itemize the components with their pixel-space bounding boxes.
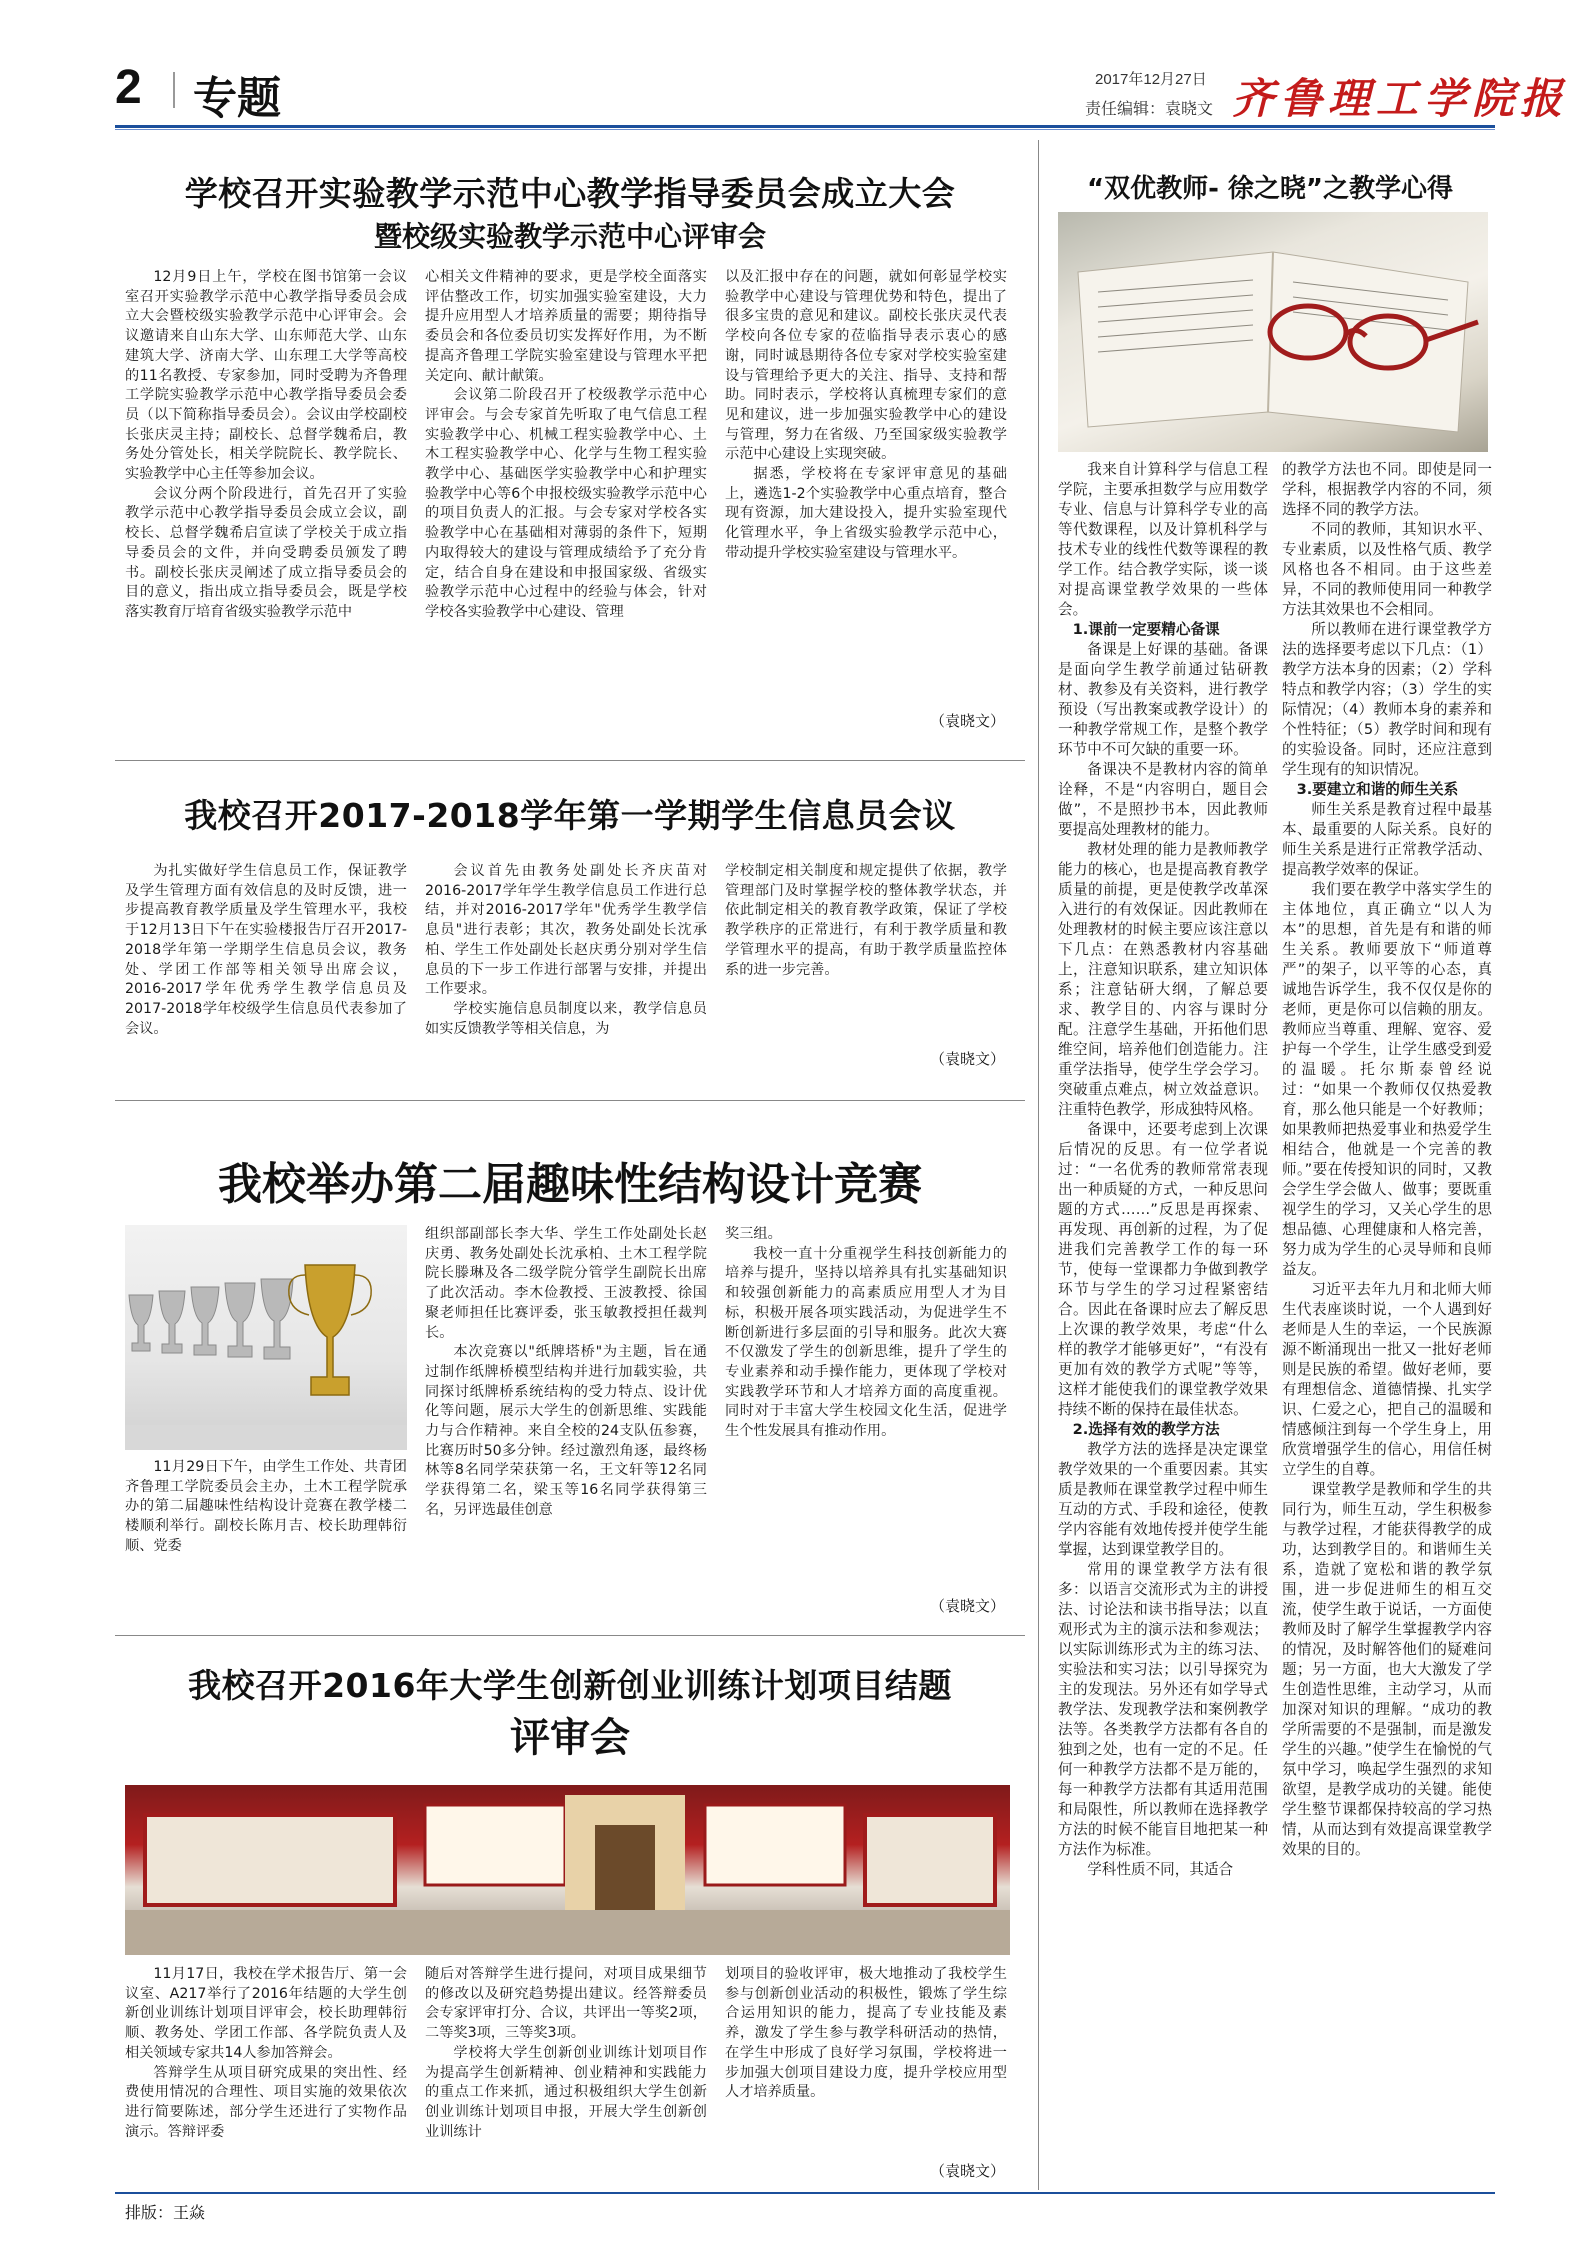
article4-column-3 [725,1965,1007,2145]
paragraph: 所以教师在进行课堂教学方法的选择要考虑以下几点：（1）教学方法本身的因素；（2）学科特点和教学内容；（3）学生的实际情况；（4）教师本身的素养和个性特征；（5）教学时间和现有的实验设备。同时，还应注意到学生现有的知识情况。 [1282,621,1492,778]
paragraph: 学科性质不同，其适合 [1087,1861,1234,1878]
article4-title-line2: 评审会 [510,1715,630,1761]
article3-author: （袁晓文） [929,1597,1005,1615]
responsible-editor: 责任编辑：袁晓文 [1085,99,1214,118]
column-divider [1038,140,1039,2190]
masthead-divider [173,72,175,108]
subheading-teacher-student: 3.要建立和谐的师生关系 [1296,781,1459,798]
article3-column-1 [125,1458,407,1618]
article2-author: （袁晓文） [929,1050,1005,1068]
header-rule-thin [115,129,1495,130]
sidebar-column-2 [1282,460,1492,2190]
article1-column-3 [725,268,1007,688]
sidebar-column-1 [1058,460,1268,2190]
article2-title: 我校召开2017-2018学年第一学期学生信息员会议 [184,796,956,835]
issue-date: 2017年12月27日 [1095,71,1207,88]
paragraph: 备课决不是教材内容的简单诠释，不是“内容明白，题目会做”，不是照抄书本，因此教师要提高处理教材的能力。 [1058,761,1268,838]
paragraph: 奖三组。 [725,1226,782,1242]
footer-rule [115,2192,1495,2194]
paragraph: 课堂教学是教师和学生的共同行为，师生互动，学生积极参与教学过程，才能获得教学的成功，达到教学目的。和谐师生关系，造就了宽松和谐的教学氛围，进一步促进师生的相互交流，使学生敢于说话，一方面使教师及时了解学生掌握教学内容的情况，及时解答他们的疑难问题；另一方面，也大大激发了学生创造性思维，主动学习，从而加深对知识的理解。“成功的教学所需要的不是强制，而是激发学生的兴趣。”使学生在愉悦的气氛中学习，唤起学生强烈的求知欲望，是教学成功的关键。能使学生整节课都保持较高的学习热情，从而达到有效提高课堂教学效果的目的。 [1282,1481,1492,1858]
article3-column-3 [725,1225,1007,1545]
paragraph: 组织部副部长李大华、学生工作处副处长赵庆勇、教务处副处长沈承柏、土木工程学院院长滕琳及各二级学院分管学生副院长出席了此次活动。李木俭教授、王波教授、徐国聚老师担任比赛评委，张玉敏教授担任裁判长。 [425,1226,707,1341]
separator [115,760,1025,761]
paragraph: 师生关系是教育过程中最基本、最重要的人际关系。良好的师生关系是进行正常教学活动、提高教学效率的保证。 [1282,801,1492,878]
paragraph: 11月29日下午，由学生工作处、共青团齐鲁理工学院委员会主办，土木工程学院承办的第二届趣味性结构设计竞赛在教学楼二楼顺利举行。副校长陈月吉、校长助理韩衍顺、党委 [125,1459,407,1554]
article1-subtitle: 暨校级实验教学示范中心评审会 [373,220,766,253]
paragraph: 我来自计算科学与信息工程学院，主要承担数学与应用数学专业、信息与计算科学专业的高等代数课程，以及计算机科学与技术专业的线性代数等课程的教学工作。结合教学实际，谈一谈对提高课堂教学效果的一些体会。 [1058,461,1268,618]
article2-column-2 [425,862,707,1082]
article4-column-2 [425,1965,707,2190]
separator [115,1635,1025,1636]
subheading-lesson-prep: 1.课前一定要精心备课 [1072,621,1220,638]
paragraph: 学校实施信息员制度以来，教学信息员如实反馈教学等相关信息，为 [425,1000,707,1037]
paragraph: 答辩学生从项目研究成果的突出性、经费使用情况的合理性、项目实施的效果依次进行简要陈述，部分学生还进行了实物作品演示。答辩评委 [125,2064,407,2140]
paragraph: 教材处理的能力是教师教学能力的核心，也是提高教育教学质量的前提，更是使教学改革深入进行的有效保证。因此教师在处理教材的时候主要应该注意以下几点：在熟悉教材内容基础上，注意知识联系，建立知识体系；注意钻研大纲，了解总要求、教学目的、内容与课时分配。注意学生基础，开拓他们思维空间，培养他们创造能力。注重学法指导，使学生学会学习。突破重点难点，树立效益意识。注重特色教学，形成独特风格。 [1058,841,1268,1118]
article1-column-2 [425,268,707,738]
article4-column-1 [125,1965,407,2190]
hall-image [125,1785,1010,1955]
layout-credit: 排版：王焱 [125,2203,206,2222]
paragraph: 据悉，学校将在专家评审意见的基础上，遴选1-2个实验教学中心重点培育，整合现有资源，加大建设投入，提升实验室现代化管理水平，争上省级实验教学示范中心，带动提升学校实验室建设与管理水平。 [725,466,1007,561]
paragraph: 不同的教师，其知识水平、专业素质，以及性格气质、教学风格也各不相同。由于这些差异，不同的教师使用同一种教学方法其效果也不会相同。 [1282,521,1492,618]
article2-column-3 [725,862,1007,1042]
paragraph: 我校一直十分重视学生科技创新能力的培养与提升，坚持以培养具有扎实基础知识和较强创新能力的高素质应用型人才为目标，积极开展各项实践活动，为促进学生不断创新进行多层面的引导和服务。此次大赛不仅激发了学生的创新思维，提升了学生的专业素养和动手操作能力，更体现了学校对实践教学环节和人才培养方面的高度重视。同时对于丰富大学生校园文化生活，促进学生个性发展具有推动作用。 [725,1245,1007,1440]
newspaper-logo: 齐鲁理工学院报 [1232,74,1569,123]
section-title: 专题 [193,73,281,124]
trophies-image [125,1225,407,1450]
paragraph: 会议首先由教务处副处长齐庆苗对2016-2017学年学生教学信息员工作进行总结，并对2016-2017学年"优秀学生教学信息员"进行表彰；其次，教务处副处长沈承柏、学生工作处副处长赵庆勇分别对学生信息员的下一步工作进行部署与安排，并提出工作要求。 [425,863,707,998]
paragraph: 11月17日，我校在学术报告厅、第一会议室、A217举行了2016年结题的大学生创新创业训练计划项目评审会，校长助理韩衍顺、教务处、学团工作部、各学院负责人及相关领域专家共14人参加答辩会。 [125,1966,407,2061]
header-rule [115,125,1495,128]
paragraph: 学校制定相关制度和规定提供了依据，教学管理部门及时掌握学校的整体教学状态，并依此制定相关的教育教学政策，保证了学校教学秩序的正常进行，有利于教学质量和教学管理水平的提高，有助于教学质量监控体系的进一步完善。 [725,863,1007,978]
paragraph: 习近平去年九月和北师大师生代表座谈时说，一个人遇到好老师是人生的幸运，一个民族源源不断涌现出一批又一批好老师则是民族的希望。做好老师，要有理想信念、道德情操、扎实学识、仁爱之心，把自己的温暖和情感倾注到每一个学生身上，用欣赏增强学生的信心，用信任树立学生的自尊。 [1282,1281,1492,1478]
page-number: 2 [115,61,142,114]
article3-column-2 [425,1225,707,1625]
paragraph: 以及汇报中存在的问题，就如何彰显学校实验教学中心建设与管理优势和特色，提出了很多宝贵的意见和建议。副校长张庆灵代表学校向各位专家的莅临指导表示衷心的感谢，同时诚恳期待各位专家对学校实验室建设与管理给予更大的关注、指导、支持和帮助。同时表示，学校将认真梳理专家们的意见和建议，进一步加强实验教学中心的建设与管理，努力在省级、乃至国家级实验教学示范中心建设上实现突破。 [725,269,1007,463]
subheading-teaching-method: 2.选择有效的教学方法 [1072,1421,1220,1438]
paragraph: 教学方法的选择是决定课堂教学效果的一个重要因素。其实质是教师在课堂教学过程中师生互动的方式、手段和途径，使教学内容能有效地传授并使学生能掌握，达到课堂教学目的。 [1058,1441,1268,1558]
paragraph: 为扎实做好学生信息员工作，保证教学及学生管理方面有效信息的及时反馈，进一步提高教育教学质量及学生管理水平，我校于12月13日下午在实验楼报告厅召开2017-2018学年第一学期学生信息员会议，教务处、学团工作部等相关领导出席会议，2016-2017学年优秀学生教学信息员及2017-2018学年校级学生信息员代表参加了会议。 [125,863,407,1037]
article3-title: 我校举办第二届趣味性结构设计竞赛 [218,1159,922,1210]
book-image [1058,212,1488,452]
exhibition-hall-photo [125,1785,1010,1955]
article1-title: 学校召开实验教学示范中心教学指导委员会成立大会 [184,174,956,213]
book-glasses-photo [1058,212,1488,452]
paragraph: 12月9日上午，学校在图书馆第一会议室召开实验教学示范中心教学指导委员会成立大会暨校级实验教学示范中心评审会。会议邀请来自山东大学、山东师范大学、山东建筑大学、济南大学、山东理工大学等高校的11名教授、专家参加，同时受聘为齐鲁理工学院实验教学示范中心教学指导委员会委员（以下简称指导委员会）。会议由学校副校长张庆灵主持；副校长、总督学魏希启，教务处分管处长，相关学院院长、教学院长、实验教学中心主任等参加会议。 [125,269,407,483]
paragraph: 会议第二阶段召开了校级教学示范中心评审会。与会专家首先听取了电气信息工程实验教学中心、机械工程实验教学中心、土木工程实验教学中心、化学与生物工程实验教学中心、基础医学实验教学中心和护理实验教学中心等6个申报校级实验教学示范中心的项目负责人的汇报。与会专家对学校各实验教学中心在基础相对薄弱的条件下，短期内取得较大的建设与管理成绩给予了充分肯定，结合自身在建设和申报国家级、省级实验教学示范中心过程中的经验与体会，针对学校各实验教学中心建设、管理 [425,387,707,620]
paragraph: 备课中，还要考虑到上次课后情况的反思。有一位学者说过：“一名优秀的教师常常表现出一种质疑的方式，一种反思问题的方式……”反思是再探索、再发现、再创新的过程，为了促进我们完善教学工作的每一环节，使每一堂课都力争做到教学环节与学生的学习过程紧密结合。因此在备课时应去了解反思上次课的教学效果，考虑“什么样的教学才能够更好”，“有没有更加有效的教学方式呢”等等，这样才能使我们的课堂教学效果持续不断的保持在最佳状态。 [1058,1121,1268,1418]
separator [115,1100,1025,1101]
paragraph: 划项目的验收评审，极大地推动了我校学生参与创新创业活动的积极性，锻炼了学生综合运用知识的能力，提高了专业技能及素养，激发了学生参与教学科研活动的热情，在学生中形成了良好学习氛围，学校将进一步加强大创项目建设力度，提升学校应用型人才培养质量。 [725,1966,1007,2101]
paragraph: 我们要在教学中落实学生的主体地位，真正确立“以人为本”的思想，首先是有和谐的师生关系。教师要放下“师道尊严”的架子，以平等的心态，真诚地告诉学生，我不仅仅是你的老师，更是你可以信赖的朋友。教师应当尊重、理解、宽容、爱护每一个学生，让学生感受到爱的温暖。托尔斯泰曾经说过：“如果一个教师仅仅热爱教育，那么他只能是一个好教师；如果教师把热爱事业和热爱学生相结合，他就是一个完善的教师。”要在传授知识的同时，又教会学生学会做人、做事；要既重视学生的学习，又关心学生的思想品德、心理健康和人格完善，努力成为学生的心灵导师和良师益友。 [1282,881,1492,1278]
sidebar-title: “双优教师- 徐之晓”之教学心得 [1086,174,1454,204]
paragraph: 备课是上好课的基础。备课是面向学生教学前通过钻研教材、教参及有关资料，进行教学预设（写出教案或教学设计）的一种教学常规工作，是整个教学环节中不可欠缺的重要一环。 [1058,641,1268,758]
paragraph: 本次竞赛以"纸牌塔桥"为主题，旨在通过制作纸牌桥模型结构并进行加载实验，共同探讨纸牌桥系统结构的受力特点、设计优化等问题，展示大学生的创新思维、实践能力与合作精神。来自全校的24支队伍参赛，比赛历时50多分钟。经过激烈角逐，最终杨林等8名同学荣获第一名，王文轩等12名同学获得第二名，梁玉等16名同学获得第三名，另评选最佳创意 [425,1344,707,1518]
article4-author: （袁晓文） [929,2162,1005,2180]
paragraph: 的教学方法也不同。即使是同一学科，根据教学内容的不同，须选择不同的教学方法。 [1282,461,1492,518]
paragraph: 常用的课堂教学方法有很多：以语言交流形式为主的讲授法、讨论法和读书指导法；以直观形式为主的演示法和参观法；以实际训练形式为主的练习法、实验法和实习法；以引导探究为主的发现法。另外还有如学导式教学法、发现教学法和案例教学法等。各类教学方法都有各自的独到之处，也有一定的不足。任何一种教学方法都不是万能的，每一种教学方法都有其适用范围和局限性，所以教师在选择教学方法的时候不能盲目地把某一种方法作为标准。 [1058,1561,1268,1858]
paragraph: 心相关文件精神的要求，更是学校全面落实评估整改工作，切实加强实验室建设，大力提升应用型人才培养质量的需要；期待指导委员会和各位委员切实发挥好作用，为不断提高齐鲁理工学院实验室建设与管理水平把关定向、献计献策。 [425,269,707,384]
article1-author: （袁晓文） [929,712,1005,730]
article2-column-1 [125,862,407,1082]
article4-title: 我校召开2016年大学生创新创业训练计划项目结题 [188,1666,952,1705]
paragraph: 随后对答辩学生进行提问，对项目成果细节的修改以及研究趋势提出建议。经答辩委员会专家评审打分、合议，共评出一等奖2项，二等奖3项，三等奖3项。 [425,1966,707,2042]
paragraph: 会议分两个阶段进行，首先召开了实验教学示范中心教学指导委员会成立会议，副校长、总督学魏希启宣读了学校关于成立指导委员会的文件，并向受聘委员颁发了聘书。副校长张庆灵阐述了成立指导委员会的目的意义，指出成立指导委员会，既是学校落实教育厅培育省级实验教学示范中 [125,485,407,620]
paragraph: 学校将大学生创新创业训练计划项目作为提高学生创新精神、创业精神和实践能力的重点工作来抓，通过积极组织大学生创新创业训练计划项目申报，开展大学生创新创业训练计 [425,2044,707,2140]
article1-column-1 [125,268,407,738]
trophy-photo [125,1225,407,1450]
